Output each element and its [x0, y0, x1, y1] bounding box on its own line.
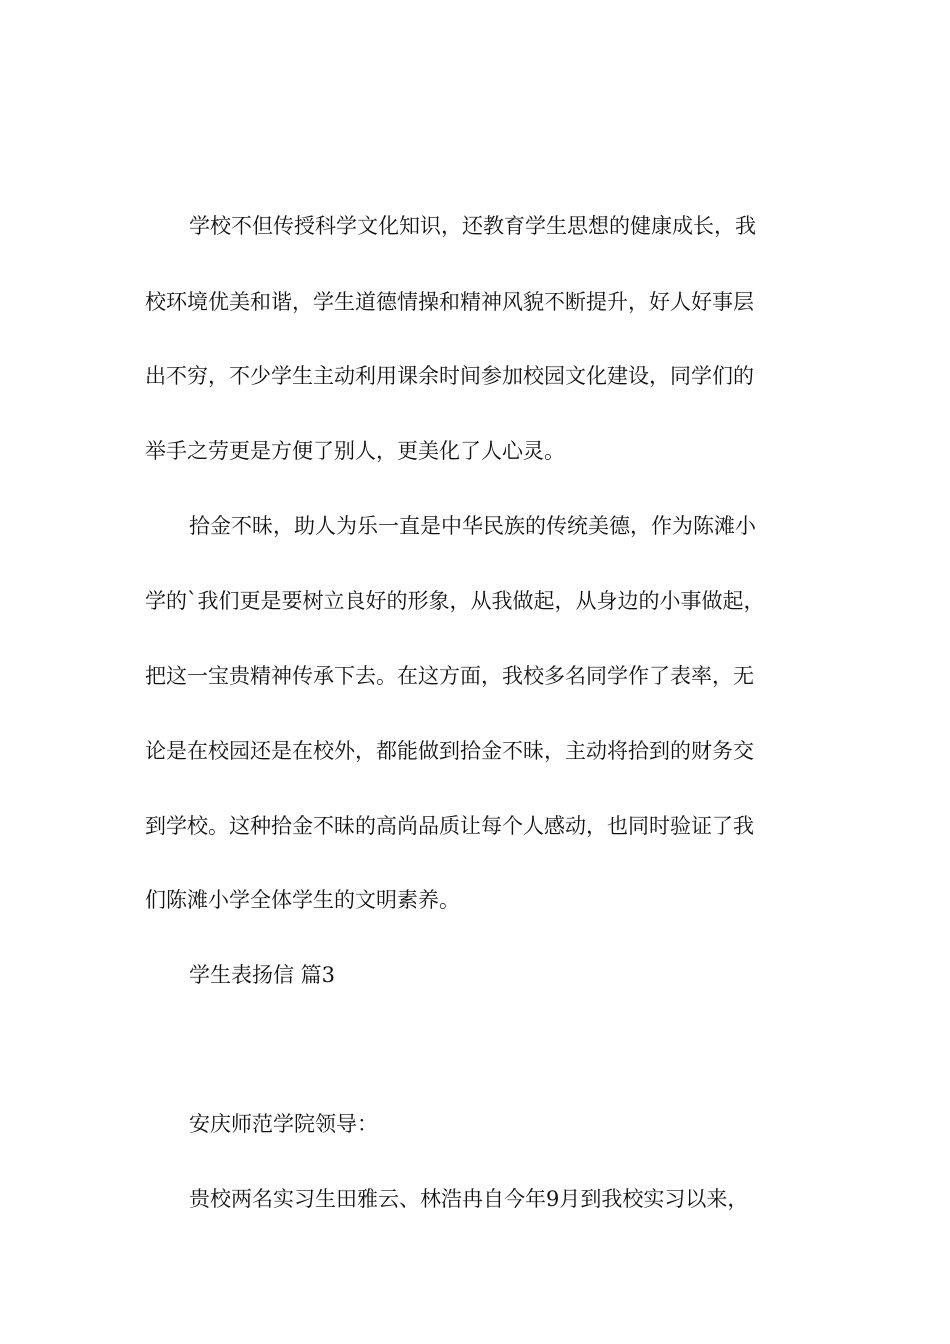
paragraph-2-line-5: 到学校。这种拾金不昧的高尚品质让每个人感动，也同时验证了我	[145, 814, 754, 838]
paragraph-2-line-1: 拾金不昧，助人为乐一直是中华民族的传统美德，作为陈滩小	[189, 514, 756, 538]
paragraph-1-line-4: 举手之劳更是方便了别人，更美化了人心灵。	[145, 439, 565, 463]
paragraph-1-line-2: 校环境优美和谐，学生道德情操和精神风貌不断提升，好人好事层	[145, 290, 754, 314]
paragraph-1-line-1: 学校不但传授科学文化知识，还教育学生思想的健康成长，我	[189, 214, 756, 238]
paragraph-2-line-4: 论是在校园还是在校外，都能做到拾金不昧，主动将拾到的财务交	[145, 739, 754, 763]
letter-salutation: 安庆师范学院领导：	[189, 1112, 378, 1136]
paragraph-1-line-3: 出不穷，不少学生主动利用课余时间参加校园文化建设，同学们的	[145, 364, 754, 388]
paragraph-2-line-3: 把这一宝贵精神传承下去。在这方面，我校多名同学作了表率，无	[145, 664, 754, 688]
paragraph-2-line-6: 们陈滩小学全体学生的文明素养。	[145, 888, 460, 912]
paragraph-3-line-1: 贵校两名实习生田雅云、林浩冉自今年9月到我校实习以来，	[189, 1187, 749, 1211]
section-heading: 学生表扬信 篇3	[189, 963, 336, 987]
paragraph-2-line-2: 学的`我们更是要树立良好的形象，从我做起，从身边的小事做起，	[145, 589, 765, 613]
